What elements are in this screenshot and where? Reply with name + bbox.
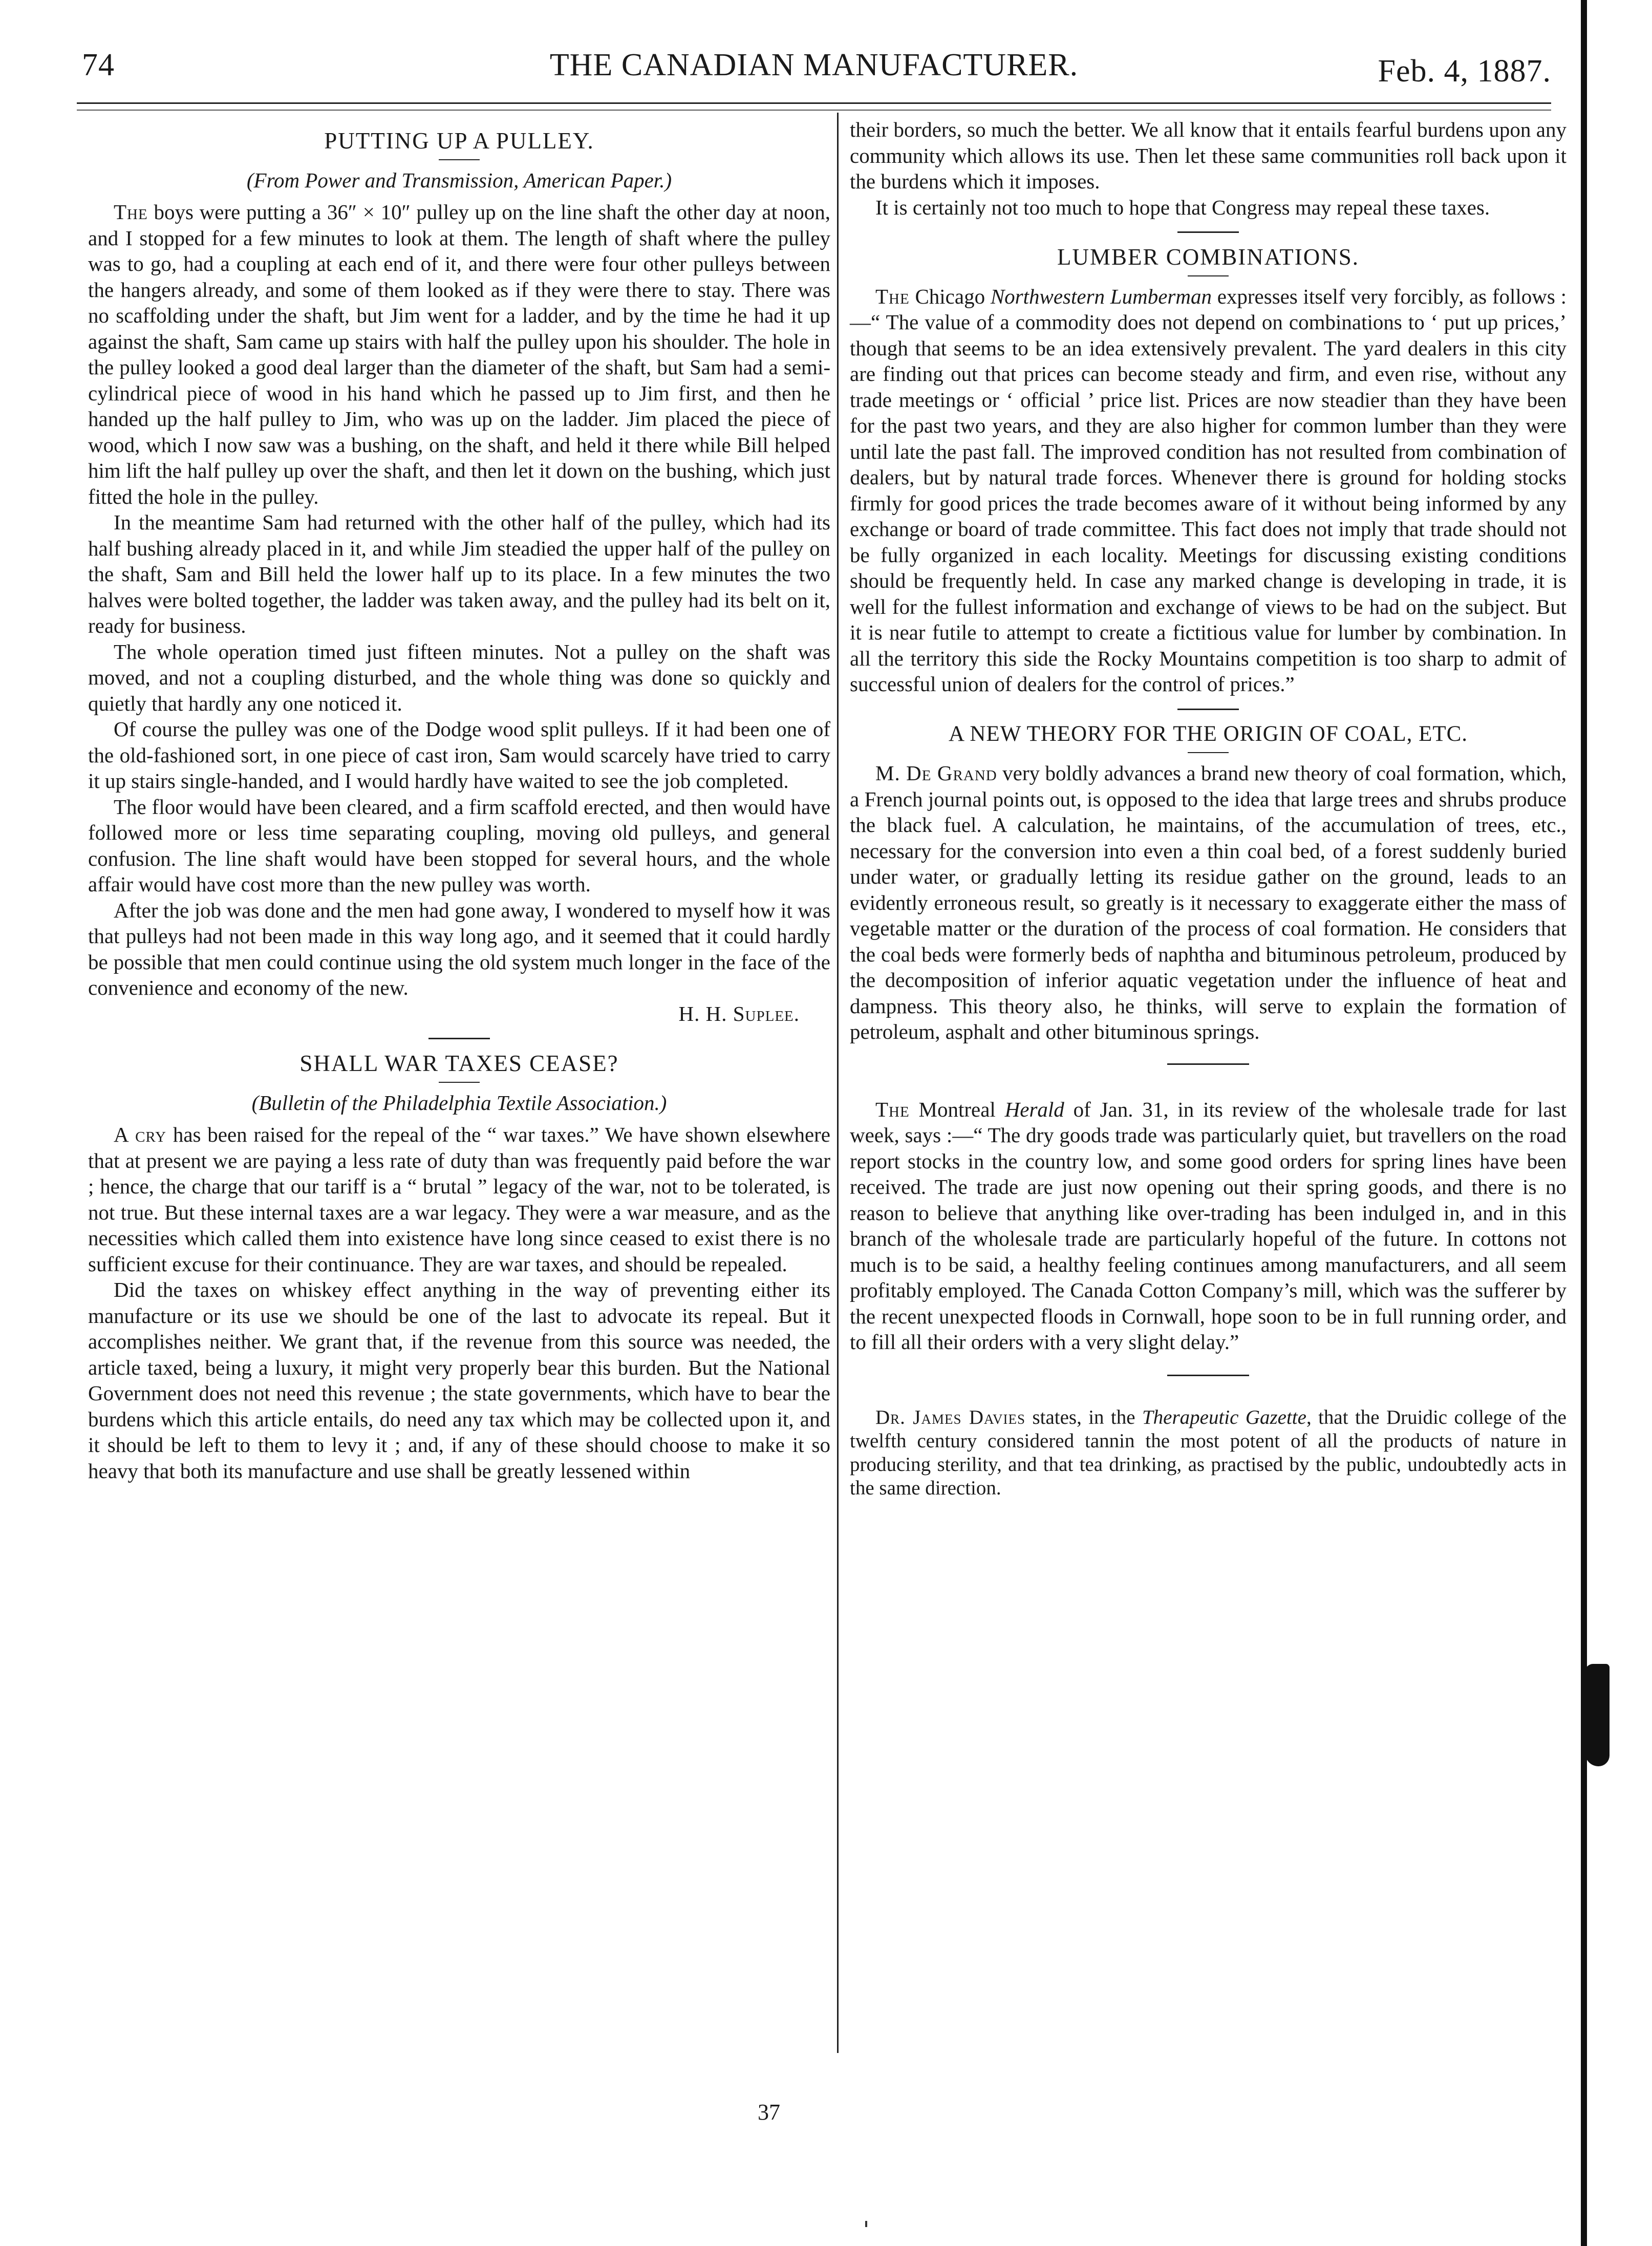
paragraph <box>850 1406 1567 1500</box>
article-title-lumber: LUMBER COMBINATIONS. <box>1057 244 1360 270</box>
paragraph <box>850 1097 1567 1355</box>
title-rule <box>1188 275 1229 276</box>
left-column <box>88 117 830 2246</box>
section-rule <box>1177 709 1239 710</box>
paragraph <box>850 284 1567 697</box>
paragraph <box>88 199 830 509</box>
paragraph <box>850 760 1567 1045</box>
lead-word: The <box>875 284 910 308</box>
right-column <box>850 117 1567 2246</box>
column-divider <box>837 113 839 2053</box>
paragraph <box>88 1122 830 1277</box>
paragraph: Of course the pulley was one of the Dodge wood split pulleys. If it had been one of the old-fashioned sort, in one piece of cast iron, Sam would scarcely have tried to carry it up stairs single-handed, and I would hardly have waited to see the job completed. <box>88 717 830 793</box>
section-rule <box>1167 1063 1249 1065</box>
lead-word: M. De Grand <box>875 761 997 785</box>
section-rule <box>1167 1375 1249 1376</box>
section-rule <box>1177 231 1239 233</box>
newspaper-name: Northwestern Lumberman <box>990 284 1212 308</box>
article-source-war-taxes: (Bulletin of the Philadelphia Textile Association.) <box>251 1090 667 1115</box>
paragraph: After the job was done and the men had gone away, I wondered to myself how it was that pulleys had not been made in this way long ago, and it seemed that it could hardly be possible that men could continue using the old system much longer in the face of the convenience and economy of the new. <box>88 898 830 999</box>
paragraph-text: Chicago <box>909 284 991 308</box>
folio-number: 37 <box>758 2100 780 2125</box>
paragraph: The whole operation timed just fifteen minutes. Not a pulley on the shaft was moved, and not a coupling disturbed, and the whole thing was done so quickly and quietly that hardly any one noticed it. <box>88 639 830 715</box>
lead-word: The <box>114 200 148 224</box>
lead-word: A cry <box>114 1123 167 1146</box>
header-rule <box>77 102 1551 104</box>
header-rule-secondary <box>77 110 1551 111</box>
scan-edge-shadow <box>1581 0 1587 2246</box>
newspaper-name: Herald <box>1004 1097 1064 1121</box>
paragraph-text: , that the Druidic college of the twelfth century considered tannin the most potent of all the products of nature in producing sterility, and that tea drinking, as practised by the public, undoubtedly acts in the same direction. <box>850 1406 1567 1499</box>
paragraph: It is certainly not too much to hope that Congress may repeal these taxes. <box>875 195 1490 219</box>
title-rule <box>439 159 480 160</box>
journal-name: Therapeutic Gazette <box>1142 1406 1306 1428</box>
paragraph-text: very boldly advances a brand new theory of coal formation, which, a French journal points out, is opposed to the idea that large trees and shrubs produce the black fuel. A calculation, he maintains, of the accumulation of trees, etc., necessary for the conversion into even a thin coal bed, of a forest suddenly buried under water, or gradually letting its residue gather on the ground, leads to an evidently erroneous result, so greatly is it necessary to exaggerate either the mass of vegetable matter or the duration of the process of coal formation. He considers that the coal beds were formerly beds of naphtha and bituminous petroleum, produced by the decomposition of inferior aquatic vegetation under the influence of heat and dampness. This theory also, he thinks, will serve to explain the formation of petroleum, asphalt and other bituminous springs. <box>850 761 1567 1043</box>
section-rule <box>428 1038 490 1039</box>
title-rule <box>439 1082 480 1083</box>
paragraph-text: boys were putting a 36″ × 10″ pulley up on the line shaft the other day at noon, and I stopped for a few minutes to look at them. The length of shaft where the pulley was to go, had a coupling at each end of it, and there were four other pulleys between the hangers already, and some of them looked as if they were there to stay. There was no scaffolding under the shaft, but Jim went for a ladder, and by the time he had it up against the shaft, Sam came up stairs with half the pulley upon his shoulder. The hole in the pulley looked a good deal larger than the diameter of the shaft, but Sam had a semi-cylindrical piece of wood in his hand which he passed up to Jim first, and then he handed up the half pulley to Jim, who was up on the ladder. Jim placed the piece of wood, which I now saw was a bushing, on the shaft, and held it there while Bill helped him lift the half pulley up over the shaft, and then let it down on the bushing, which just fitted the hole in the pulley. <box>88 200 830 508</box>
author-signature: H. H. Suplee. <box>678 1001 800 1025</box>
paragraph-text: expresses itself very forcibly, as follows :—“ The value of a commodity does not depend on combinations to ‘ put up prices,’ though that seems to be an idea extensively prevalent. The yard dealers in this city are finding out that prices can become steady and firm, and even rise, without any trade meetings or ‘ official ’ price list. Prices are now steadier than they have been for the past two years, and they are also higher for common lumber than they were until late the past fall. The improved condition has not resulted from combination of dealers, but by natural trade forces. Whenever there is ground for holding stocks firmly for good prices the trade becomes aware of it without being informed by any exchange or board of trade committee. This fact does not imply that trade should not be fully organized in each locality. Meetings for discussing existing conditions should be frequently held. In case any marked change is developing in trade, it is well for the fullest information and exchange of views to be had on the subject. But it is near futile to attempt to create a fictitious value for lumber by combination. In all the territory this side the Rocky Mountains competition is too sharp to admit of successful union of dealers for the control of prices.” <box>850 284 1567 696</box>
lead-word: The <box>875 1097 910 1121</box>
paragraph: Did the taxes on whiskey effect anything in the way of preventing either its manufacture or its use we should be one of the last to advocate its repeal. But it accomplishes neither. We grant that, if the revenue from this source was needed, the article taxed, being a luxury, it might very properly bear this burden. But the National Government does not need this revenue ; the state governments, which have to bear the burdens which this article entails, do need any tax which may be collected upon it, and it should be left to them to levy it ; and, if any of these should choose to make it so heavy that both its manufacture and use shall be greatly lessened within <box>88 1278 830 1483</box>
paragraph-text: states, in the <box>1025 1406 1142 1428</box>
page-number: 74 <box>82 48 115 82</box>
article-title-coal: A NEW THEORY FOR THE ORIGIN OF COAL, ETC. <box>948 721 1468 746</box>
scan-speck <box>865 2221 867 2227</box>
article-source-pulley: (From Power and Transmission, American Paper.) <box>246 168 672 192</box>
masthead <box>77 42 1551 98</box>
paragraph-text: has been raised for the repeal of the “ war taxes.” We have shown elsewhere that at present we are paying a less rate of duty than was frequently paid before the war ; hence, the charge that our tariff is a “ brutal ” legacy of the war, not to be tolerated, is not true. But these internal taxes are a war legacy. They were a war measure, and as the necessities which called them into existence have long since ceased to exist there is no sufficient excuse for their continuance. They are war taxes, and should be repealed. <box>88 1123 830 1276</box>
article-title-war-taxes: SHALL WAR TAXES CEASE? <box>299 1051 619 1076</box>
article-title-pulley: PUTTING UP A PULLEY. <box>324 128 594 154</box>
scan-edge-blot <box>1585 1664 1610 1766</box>
paragraph: The floor would have been cleared, and a firm scaffold erected, and then would have followed more or less time separating coupling, moving old pulleys, and general confusion. The line shaft would have been stopped for several hours, and the whole affair would have cost more than the new pulley was worth. <box>88 795 830 896</box>
title-rule <box>1188 752 1229 753</box>
paragraph-text: of Jan. 31, in its review of the wholesale trade for last week, says :—“ The dry goods trade was particularly quiet, but travellers on the road report stocks in the country low, and some good orders for spring lines have been received. The trade are just now opening out their spring goods, and there is no reason to believe that anything like over-trading has been indulged in, and in this branch of the wholesale trade are particularly hopeful of the future. In cottons not much is to be said, a healthy feeling continues among manufacturers, and all seem profitably employed. The Canada Cotton Company’s mill, which was the sufferer by the recent unexpected floods in Cornwall, hope soon to be in full running order, and to fill all their orders with a very slight delay.” <box>850 1097 1567 1354</box>
paragraph: In the meantime Sam had returned with the other half of the pulley, which had its half bushing already placed in it, and while Jim steadied the upper half of the pulley on the shaft, Sam and Bill held the lower half up to its place. In a few minutes the two halves were bolted together, the ladder was taken away, and the pulley had its belt on it, ready for business. <box>88 510 830 637</box>
publication-title: THE CANADIAN MANUFACTURER. <box>549 48 1079 82</box>
issue-date: Feb. 4, 1887. <box>1378 54 1551 89</box>
paragraph-text: Montreal <box>909 1097 1005 1121</box>
lead-word: Dr. James Davies <box>875 1406 1026 1428</box>
paragraph-continued: their borders, so much the better. We all know that it entails fearful burdens upon any community which allows its use. Then let these same communities roll back upon it the burdens which it imposes. <box>850 118 1567 193</box>
